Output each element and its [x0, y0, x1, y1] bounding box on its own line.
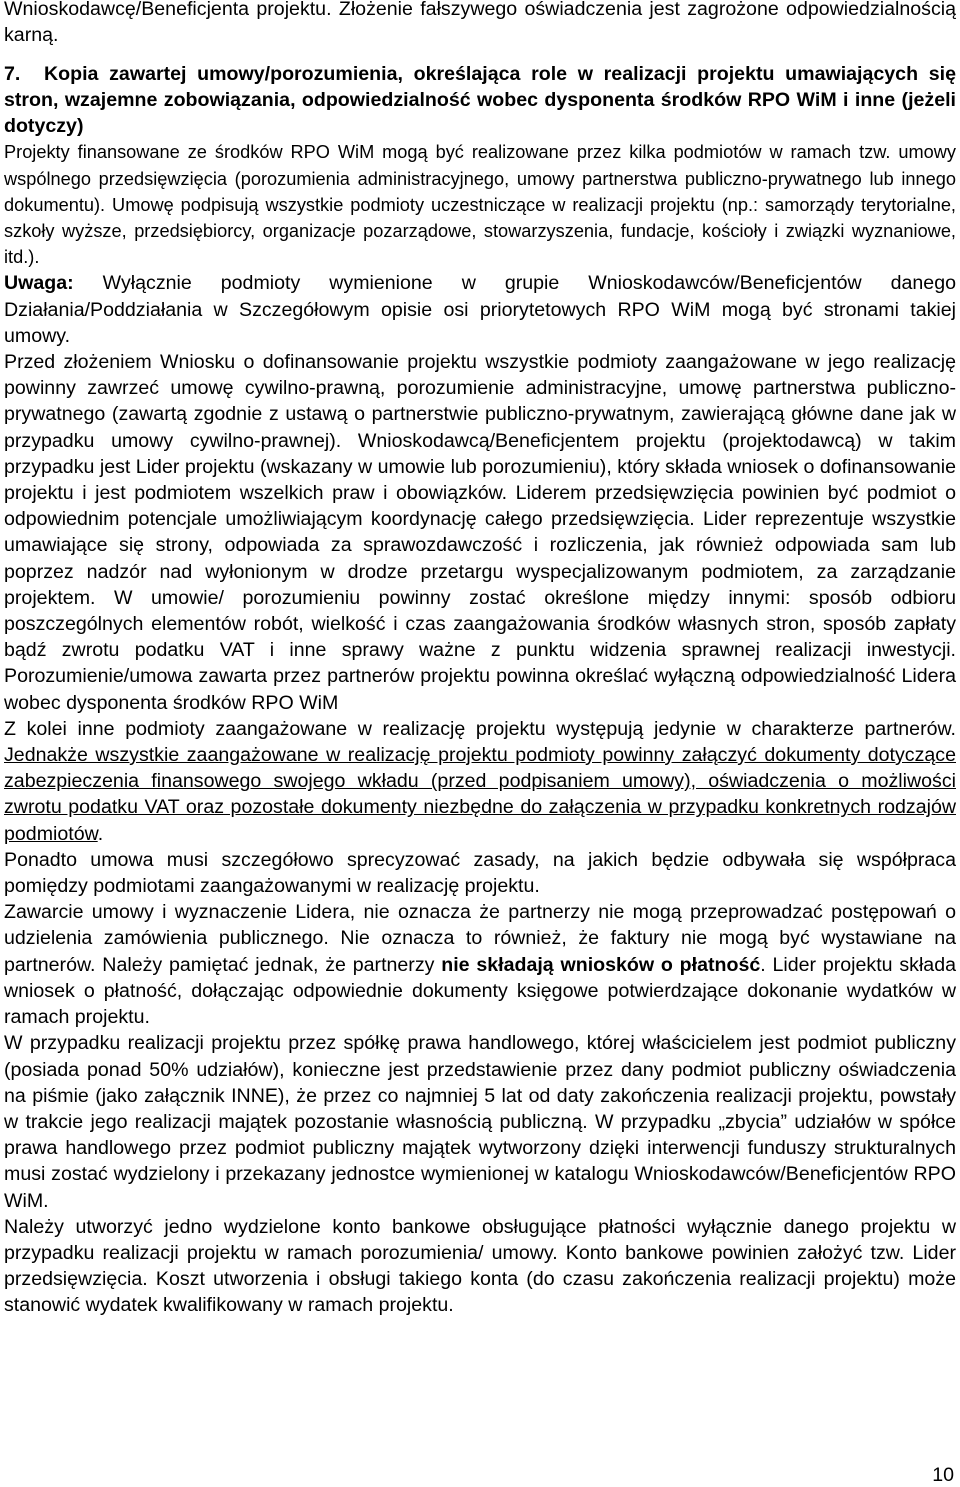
- page-top-fragment: [4, 0, 956, 48]
- partners-underlined: Jednakże wszystkie zaangażowane w realizację projektu podmioty powinny załączyć dokumenty dotyczące zabezpieczenia finansowego swojego wkładu (przed podpisaniem umowy), oświadczenia o możliwości zwrotu podatku VAT oraz pozostałe dokumenty niezbędne do załączenia w przypadku konkretnych rodzajów podmiotów: [4, 744, 956, 845]
- section-7-heading: [4, 62, 956, 139]
- leader-end: . Lider projektu składa wniosek o płatność, dołączając odpowiednie dokumenty księgowe potwierdzające dokonanie wydatków w ramach projektu.: [4, 953, 956, 1029]
- paragraph-leader: [4, 899, 956, 1030]
- paragraph-uwaga: [4, 270, 956, 349]
- section-7-title: Kopia zawartej umowy/porozumienia, określająca role w realizacji projektu umawiających się stron, wzajemne zobowiązania, odpowiedzialność wobec dysponenta środków RPO WiM i inne (jeżeli dotyczy): [4, 63, 956, 137]
- paragraph-bank-account: Należy utworzyć jedno wydzielone konto bankowe obsługujące płatności wyłącznie danego projektu w przypadku realizacji projektu w ramach porozumienia/ umowy. Konto bankowe powinien założyć tzw. Lider przedsięwzięcia. Koszt utworzenia i obsługi takiego konta (do czasu zakończenia realizacji projektu) może stanowić wydatek kwalifikowany w ramach projektu.: [4, 1215, 956, 1317]
- document-page: [4, 62, 956, 1319]
- paragraph-partners: [4, 716, 956, 847]
- paragraph-company: W przypadku realizacji projektu przez spółkę prawa handlowego, której właścicielem jest podmiot publiczny (posiada ponad 50% udziałów), konieczne jest przedstawienie przez dany podmiot publiczny oświadczenia na piśmie (jako załącznik INNE), że przez co najmniej 5 lat od daty zakończenia realizacji projektu, powstały w trakcie jego realizacji majątek pozostanie własnością publiczną. W przypadku „zbycia” udziałów w spółce prawa handlowego przez podmiot publiczny majątek wytworzony dzięki interwencji funduszy strukturalnych musi zostać wydzielony i przekazany jednostce wymienionej w katalogu Wnioskodawców/Beneficjentów RPO WiM.: [4, 1032, 956, 1212]
- intro-paragraph: Wnioskodawcę/Beneficjenta projektu. Złożenie fałszywego oświadczenia jest zagrożone odpowiedzialnością karną.: [4, 0, 956, 47]
- paragraph-agreement: Przed złożeniem Wniosku o dofinansowanie projektu wszystkie podmioty zaangażowane w jego realizację powinny zawrzeć umowę cywilno-prawną, porozumienie administracyjne, umowę partnerstwa publiczno-prywatnego (zawartą zgodnie z ustawą o partnerstwie publiczno-prywatnym, zawierającą główne dane jak w przypadku umowy cywilno-prawnej). Wnioskodawcą/Beneficjentem projektu (projektodawcą) w takim przypadku jest Lider projektu (wskazany w umowie lub porozumieniu), który składa wniosek o dofinansowanie projektu i jest podmiotem wszelkich praw i obowiązków. Liderem przedsięwzięcia powinien być podmiot o odpowiednim potencjale umożliwiającym koordynację całego przedsięwzięcia. Lider reprezentuje wszystkie umawiające się strony, odpowiada za sprawozdawczość i rozliczenia, jak również odpowiada sam lub poprzez nadzór nad wyłonionym w drodze przetargu wyspecjalizowanym podmiotem, za zarządzanie projektem. W umowie/ porozumieniu powinny zostać określone między innymi: sposób odbioru poszczególnych elementów robót, wielkość i czas zaangażowania środków własnych stron, sposób zapłaty bądź zwrotu podatku VAT i inne sprawy ważne z punktu widzenia sprawnej realizacji inwestycji. Porozumienie/umowa zawarta przez partnerów projektu powinna określać wyłączną odpowiedzialność Lidera wobec dysponenta środków RPO WiM: [4, 351, 956, 714]
- uwaga-label: Uwaga:: [4, 272, 74, 295]
- leader-bold: nie składają wniosków o płatność: [441, 953, 761, 976]
- partners-intro: Z kolei inne podmioty zaangażowane w realizację projektu występują jedynie w charakterze partnerów.: [4, 717, 956, 740]
- section-7-number: 7.: [4, 63, 21, 85]
- leader-start: Zawarcie umowy i wyznaczenie Lidera, nie oznacza że partnerzy nie mogą przeprowadzać postępowań o udzielenia zamówienia publicznego. Nie oznacza to również, że faktury nie mogą być wystawiane na partnerów. Należy pamiętać jednak, że partnerzy: [4, 901, 956, 976]
- paragraph-projects: Projekty finansowane ze środków RPO WiM mogą być realizowane przez kilka podmiotów w ramach tzw. umowy wspólnego przedsięwzięcia (porozumienia administracyjnego, umowy partnerstwa publiczno-prywatnego lub innego dokumentu). Umowę podpisują wszystkie podmioty uczestniczące w realizacji projektu (np.: samorządy terytorialne, szkoły wyższe, przedsiębiorcy, organizacje pozarządowe, stowarzyszenia, fundacje, kościoły i związki wyznaniowe, itd.).: [4, 142, 956, 268]
- paragraph-cooperation: Ponadto umowa musi szczegółowo sprecyzować zasady, na jakich będzie odbywała się współpraca pomiędzy podmiotami zaangażowanymi w realizację projektu.: [4, 848, 956, 898]
- uwaga-text: Wyłącznie podmioty wymienione w grupie Wnioskodawców/Beneficjentów danego Działania/Poddziałania w Szczegółowym opisie osi priorytetowych RPO WiM mogą być stronami takiej umowy.: [4, 272, 956, 347]
- page-number: 10: [932, 1464, 954, 1486]
- partners-end: .: [97, 822, 104, 845]
